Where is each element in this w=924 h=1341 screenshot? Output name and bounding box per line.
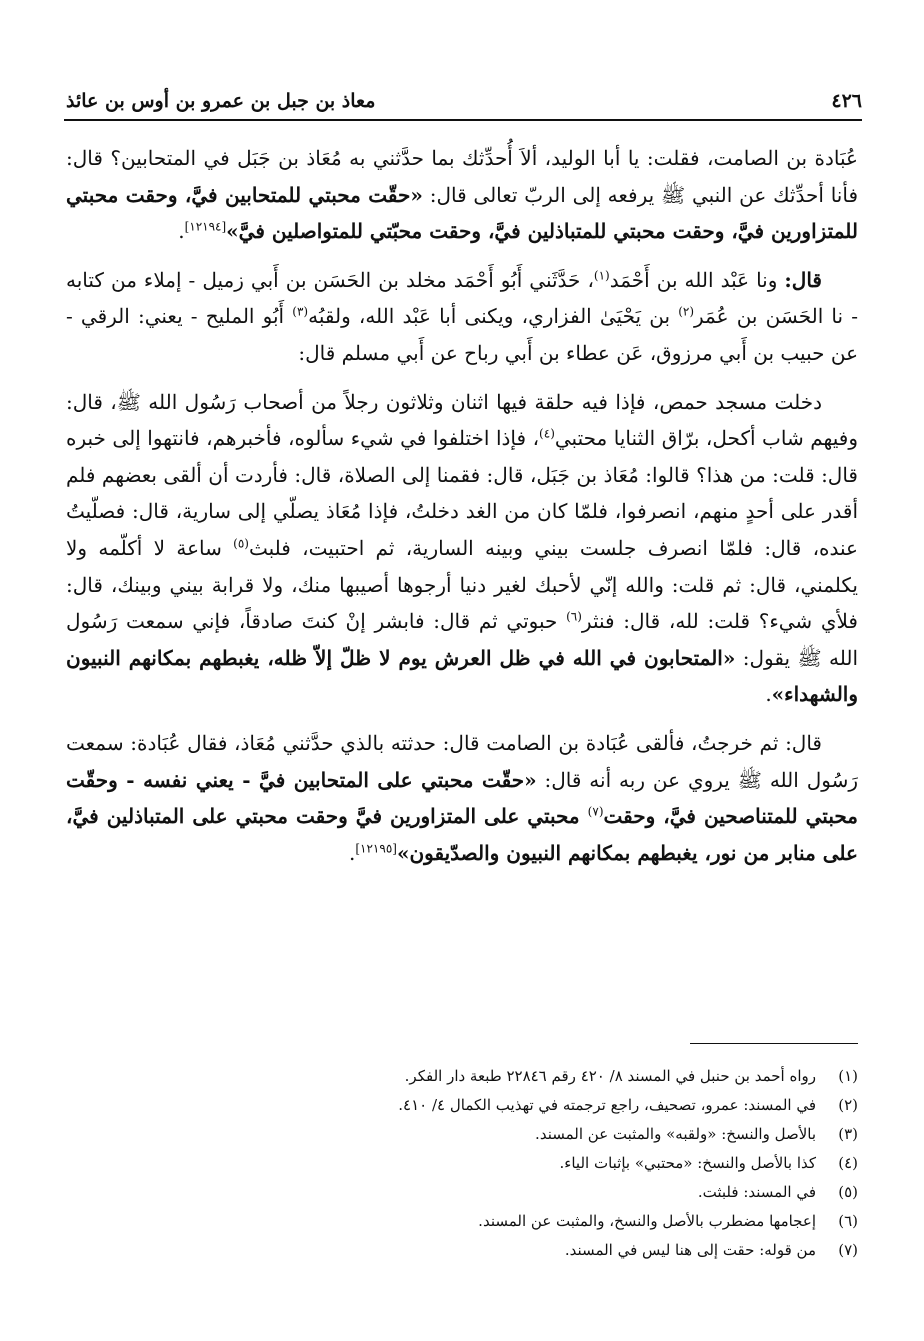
footnote-item	[66, 1207, 858, 1236]
footnote-text: بالأصل والنسخ: «ولقبه» والمثبت عن المسند.	[535, 1125, 816, 1143]
footnote-number: (٦)	[838, 1212, 858, 1230]
footnote-text: إعجامها مضطرب بالأصل والنسخ، والمثبت عن المسند.	[478, 1212, 816, 1230]
p3-text-1: دخلت مسجد حمص، فإذا فيه حلقة فيها اثنان وثلاثون رجلاً من أصحاب رَسُول الله ﷺ، قال: وفيهم شاب أكحل، برّاق الثنايا محتبي	[66, 389, 859, 451]
footnote-item	[66, 1178, 858, 1207]
running-title: معاذ بن جبل بن عمرو بن أوس بن عائذ	[66, 90, 376, 112]
footnote-rule	[690, 1043, 858, 1044]
p4-hadith-quote-1: «حقّت محبتي على المتحابين فيَّ - يعني نفسه - وحقّت محبتي للمتناصحين فيَّ، وحقت	[66, 767, 858, 829]
p2-text-3: بن يَحْيَىٰ الفزاري، ويكنى أبا عَبْد الله، ولقبُه	[308, 304, 679, 329]
p2-text-2: ، حَدَّثَني أَبُو أَحْمَد مخلد بن الحَسَن بن أَبي زميل - إملاء من كتابه - نا الحَسَن بن عُمَر	[66, 267, 859, 329]
footnotes	[66, 1062, 858, 1265]
footnote-item	[66, 1091, 858, 1120]
p4-text-1: قال: ثم خرجتُ، فألقى عُبَادة بن الصامت قال: حدثته بالذي حدَّثني مُعَاذ، فقال عُبَادة: سمعت رَسُول الله ﷺ يروي عن ربه أنه قال:	[66, 730, 858, 792]
footnote-number: (٥)	[838, 1183, 858, 1201]
footnote-marker-4[interactable]: (٤)	[539, 426, 555, 441]
page-header	[66, 72, 862, 112]
footnote-marker-5[interactable]: (٥)	[233, 536, 249, 551]
footnote-marker-6[interactable]: (٦)	[566, 609, 582, 624]
p3-text-4: حبوتي ثم قال: فابشر إنْ كنتَ صادقاً، فإني سمعت رَسُول الله ﷺ يقول:	[66, 609, 858, 670]
p2-text-4: أَبُو المليح - يعني: الرقي - عن حبيب بن أَبي مرزوق، عَن عطاء بن أَبي رباح عن أَبي مسلم قال:	[66, 304, 858, 365]
p3-text-2: ، فإذا اختلفوا في شيء سألوه، فأخبرهم، فانتهوا إلى خبره قال: قلت: من هذا؟ قالوا: مُعَاذ بن جَبَل، قال: فقمنا إلى الصلاة، قال: فأردت أن ألقى بعضهم فلم أقدر على أحدٍ منهم، انصرفوا، فلمّا كان من الغد دخلتُ، فإذا مُعَاذ يصلّي إلى سارية، قال: فصلّيتُ عنده، قال: فلمّا انصرف جلست بيني وبينه السارية، ثم احتبيت، فلبث	[66, 426, 858, 560]
footnote-text: في المسند: فلبثت.	[697, 1183, 816, 1201]
paragraph-2	[66, 262, 858, 372]
p3-hadith-quote: «المتحابون في الله في ظل العرش يوم لا ظلّ إلاّ ظله، يغبطهم بمكانهم النبيون والشهداء»	[66, 645, 858, 707]
footnote-marker-1[interactable]: (١)	[593, 268, 610, 283]
p2-text-1: ونا عَبْد الله بن أَحْمَد	[609, 267, 785, 292]
p1-text: عُبَادة بن الصامت، فقلت: يا أبا الوليد، ألاَ أُحدِّثك بما حدَّثني به مُعَاذ بن جَبَل في المتحابين؟ قال: فأنا أحدِّثك عن النبي ﷺ يرفعه إلى الربّ تعالى قال:	[66, 146, 859, 207]
p1-reference: [١٢١٩٤]	[184, 219, 227, 234]
footnote-item	[66, 1062, 858, 1091]
paragraph-3	[66, 384, 858, 713]
footnote-marker-2[interactable]: (٢)	[678, 304, 695, 319]
footnote-text: كذا بالأصل والنسخ: «محتبي» بإثبات الياء.	[559, 1154, 816, 1172]
footnote-text: في المسند: عمرو، تصحيف، راجع ترجمته في تهذيب الكمال ٤/ ٤١٠.	[398, 1096, 816, 1114]
p2-label: قال:	[784, 267, 822, 292]
footnote-number: (٧)	[838, 1241, 858, 1259]
p1-hadith-quote: «حقّت محبتي للمتحابين فيَّ، وحقت محبتي للمتزاورين فيَّ، وحقت محبتي للمتباذلين فيَّ، وحقت محبّتي للمتواصلين فيَّ»	[66, 182, 858, 244]
footnote-item	[66, 1236, 858, 1265]
p4-reference: [١٢١٩٥]	[355, 841, 397, 856]
p3-text-3: ساعة لا أكلّمه ولا يكلمني، قال: ثم قلت: والله إنّي لأحبك لغير دنيا أرجوها أصيبها منك، ولا قرابة بيني وبينك، قال: فلأي شيء؟ قلت: لله، قال: فنثر	[66, 535, 858, 634]
footnote-number: (٤)	[838, 1154, 858, 1172]
page-number: ٤٢٦	[831, 90, 862, 112]
main-text	[66, 140, 858, 883]
footnote-marker-7[interactable]: (٧)	[587, 804, 604, 819]
header-rule	[64, 119, 862, 121]
p1-end: .	[178, 219, 185, 244]
footnote-text: من قوله: حقت إلى هنا ليس في المسند.	[564, 1241, 816, 1259]
footnote-item	[66, 1149, 858, 1178]
paragraph-1	[66, 140, 858, 250]
p4-end: .	[348, 840, 356, 865]
footnote-number: (٣)	[838, 1125, 858, 1143]
p3-end: .	[765, 682, 772, 707]
paragraph-4	[66, 725, 858, 871]
footnote-text: رواه أحمد بن حنبل في المسند ٨/ ٤٢٠ رقم ٢٢٨٤٦ طبعة دار الفكر.	[404, 1067, 816, 1085]
footnote-item	[66, 1120, 858, 1149]
footnote-number: (١)	[838, 1067, 858, 1085]
footnote-marker-3[interactable]: (٣)	[292, 304, 309, 319]
footnote-number: (٢)	[838, 1096, 858, 1114]
p4-hadith-quote-2: محبتي على المتزاورين فيَّ وحقت محبتي على المتباذلين فيَّ، على منابر من نور، يغبطهم بمكانهم النبيون والصدّيقون»	[66, 804, 858, 865]
